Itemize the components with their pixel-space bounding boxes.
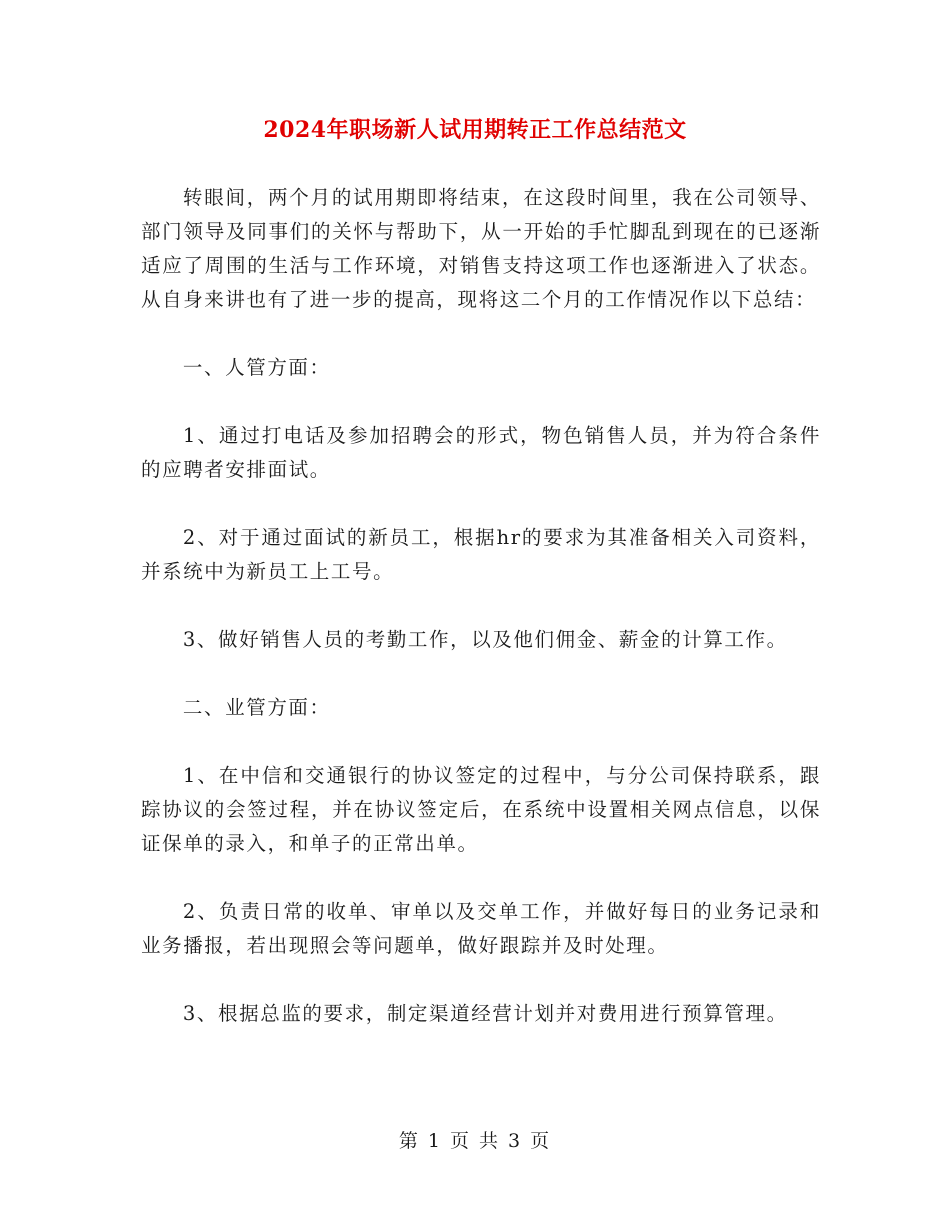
- document-body: [141, 181, 821, 1065]
- paragraph-business-3: 3、根据总监的要求，制定渠道经营计划并对费用进行预算管理。: [182, 1002, 788, 1025]
- paragraph-personnel-3: 3、做好销售人员的考勤工作，以及他们佣金、薪金的计算工作。: [182, 628, 788, 651]
- document-title: 2024年职场新人试用期转正工作总结范文: [263, 117, 687, 143]
- paragraph-personnel-2: 2、对于通过面试的新员工，根据hr的要求为其准备相关入司资料，并系统中为新员工上工号。: [141, 526, 821, 583]
- paragraph-business-1: 1、在中信和交通银行的协议签定的过程中，与分公司保持联系，跟踪协议的会签过程，并在协议签定后，在系统中设置相关网点信息，以保证保单的录入，和单子的正常出单。: [141, 764, 821, 855]
- section-heading-business: 二、业管方面：: [182, 696, 331, 719]
- paragraph-personnel-1: 1、通过打电话及参加招聘会的形式，物色销售人员，并为符合条件的应聘者安排面试。: [141, 424, 821, 481]
- paragraph-intro: 转眼间，两个月的试用期即将结束，在这段时间里，我在公司领导、部门领导及同事们的关怀与帮助下，从一开始的手忙脚乱到现在的已逐渐适应了周围的生活与工作环境，对销售支持这项工作也逐渐进入了状态。从自身来讲也有了进一步的提高，现将这二个月的工作情况作以下总结：: [141, 186, 821, 311]
- section-heading-personnel: 一、人管方面：: [182, 356, 331, 379]
- paragraph-business-2: 2、负责日常的收单、审单以及交单工作，并做好每日的业务记录和业务播报，若出现照会等问题单，做好跟踪并及时处理。: [141, 900, 821, 957]
- page-footer: 第 1 页 共 3 页: [398, 1130, 552, 1152]
